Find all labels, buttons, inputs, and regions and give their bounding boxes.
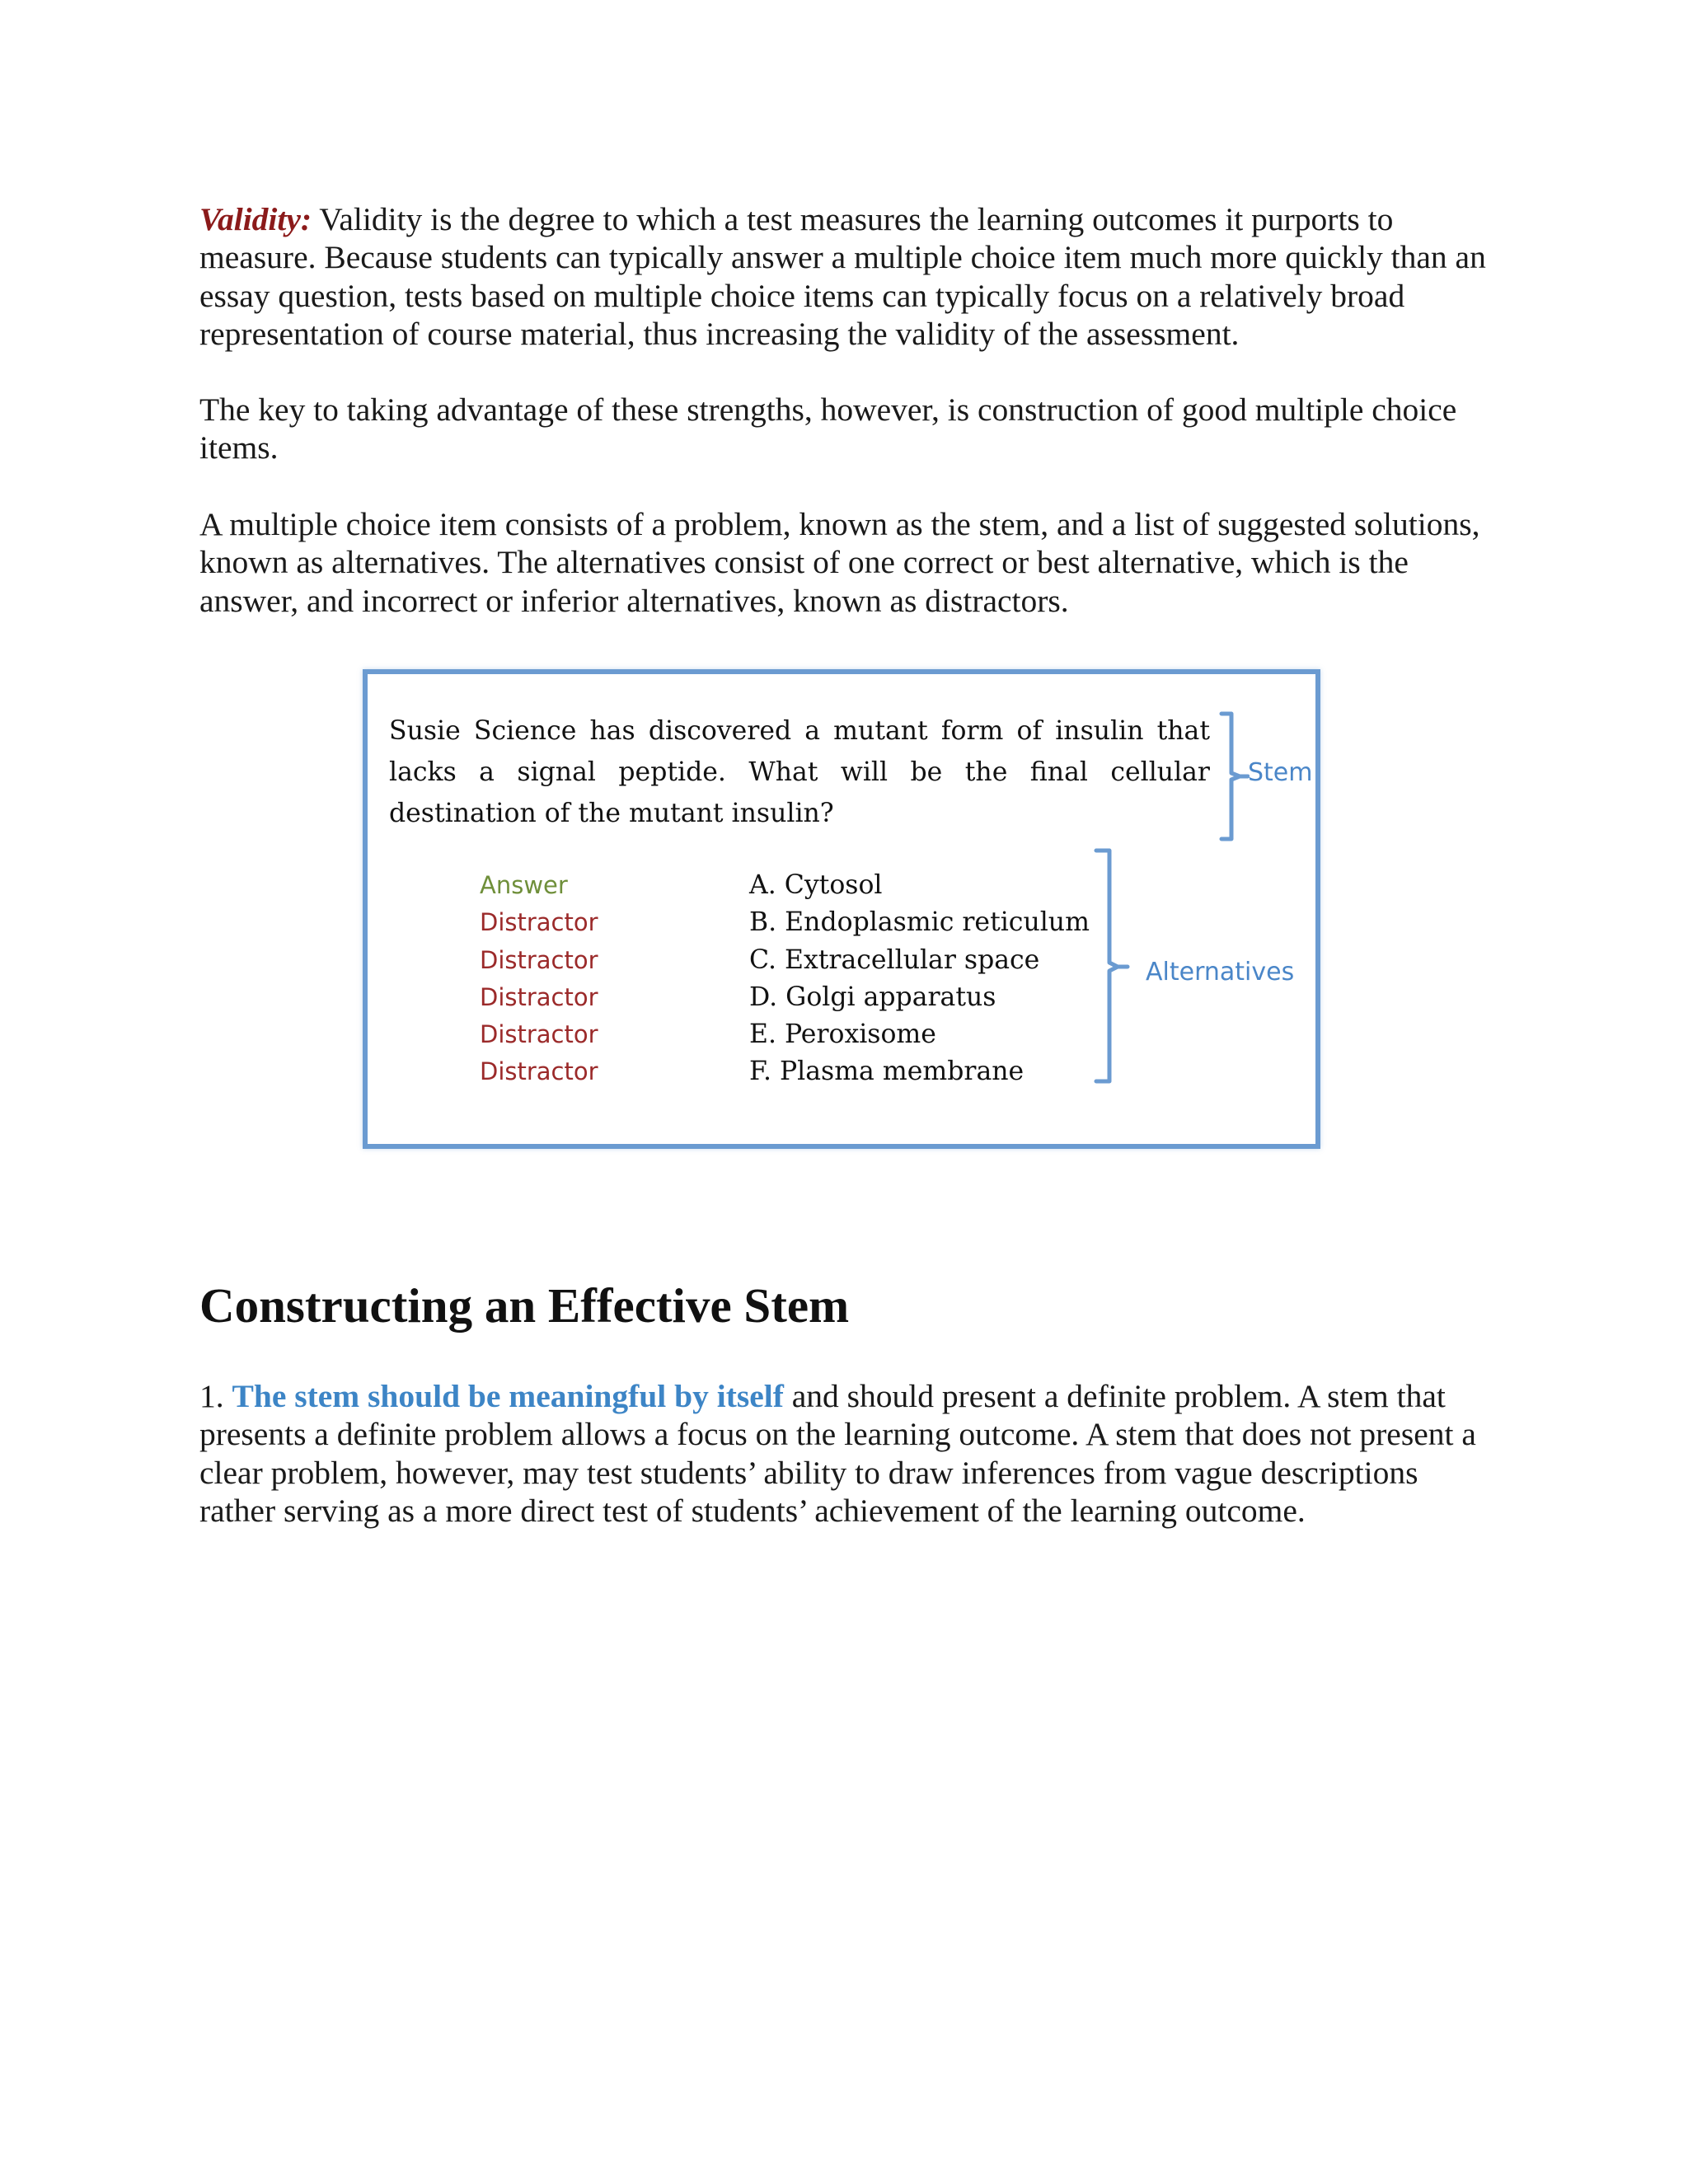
validity-label: Validity: xyxy=(199,201,312,237)
multiple-choice-paragraph: A multiple choice item consists of a problem, known as the stem, and a list of suggested solutions, known as alternatives. The alternatives consist of one correct or best alternative, which is the answer, and incorrect or inferior alternatives, known as distractors. xyxy=(199,506,1480,619)
key-paragraph: The key to taking advantage of these strengths, however, is construction of good multiple choice items. xyxy=(199,391,1457,466)
stem-line: Susie Science has discovered a mutant form of insulin that xyxy=(389,716,1210,746)
validity-paragraph xyxy=(199,200,1502,353)
alternative-option: B. Endoplasmic reticulum xyxy=(749,907,1090,938)
validity-text: Validity is the degree to which a test measures the learning outcomes it purports to measure. Because students can typically answer a multiple choice item much more quickly than an essay question, tests based on multiple choice items can typically focus on a relatively broad representation of course material, thus increasing the validity of the assessment. xyxy=(199,201,1486,352)
alternative-option: C. Extracellular space xyxy=(749,944,1040,975)
stem-bracket-label: Stem xyxy=(1248,758,1313,787)
role-label-distractor: Distractor xyxy=(480,908,598,937)
stem-line: lacks a signal peptide. What will be the final cellular xyxy=(389,757,1210,787)
stem-bracket xyxy=(1217,710,1250,842)
alternative-option: A. Cytosol xyxy=(749,870,883,900)
multiple-choice-figure xyxy=(363,669,1320,1149)
stem-question xyxy=(389,710,1210,834)
alternatives-column xyxy=(749,867,1090,1091)
point-number: 1. xyxy=(199,1378,224,1414)
point-highlight: The stem should be meaningful by itself xyxy=(232,1378,784,1414)
alternatives-bracket xyxy=(1091,847,1141,1086)
role-label-distractor: Distractor xyxy=(480,982,598,1011)
alternative-option: F. Plasma membrane xyxy=(749,1057,1025,1087)
alternatives-bracket-label: Alternatives xyxy=(1146,958,1295,987)
role-label-distractor: Distractor xyxy=(480,945,598,974)
role-label-distractor: Distractor xyxy=(480,1020,598,1049)
point-text: and should present a definite problem. A stem that presents a definite problem allows a focus on the learning outcome. A stem that does not present a clear problem, however, may test students’ ability to draw inferences from vague descriptions rather serving as a more direct test of students’ achievement of the learning outcome. xyxy=(199,1378,1476,1529)
role-label-distractor: Distractor xyxy=(480,1057,598,1086)
role-label-column xyxy=(480,867,598,1091)
alternative-option: D. Golgi apparatus xyxy=(749,982,996,1012)
point-1-paragraph xyxy=(199,1377,1502,1530)
role-label-answer: Answer xyxy=(480,871,568,899)
section-heading: Constructing an Effective Stem xyxy=(199,1278,850,1333)
alternative-option: E. Peroxisome xyxy=(749,1019,936,1050)
stem-line: destination of the mutant insulin? xyxy=(389,799,834,828)
